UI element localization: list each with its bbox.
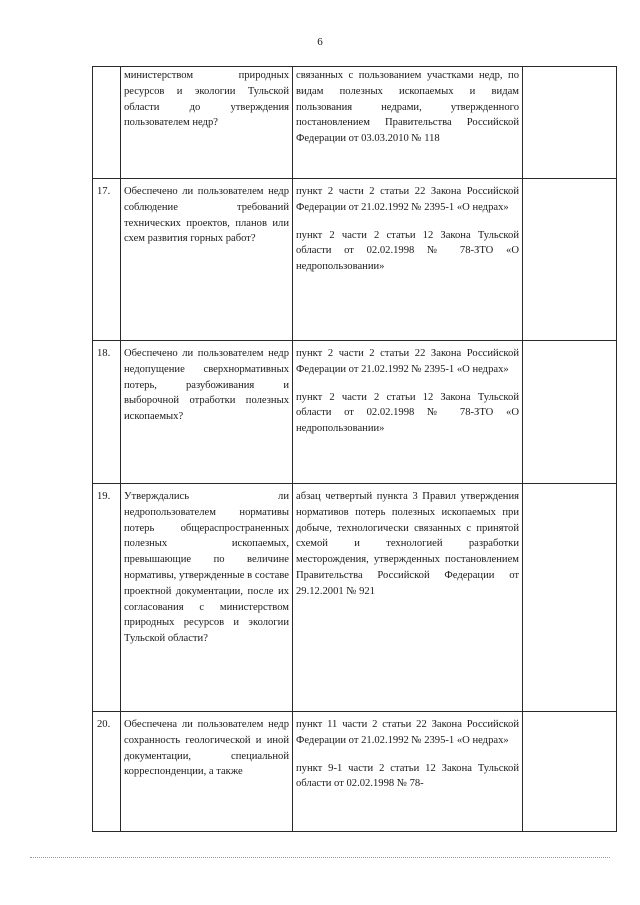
legal-basis-text: абзац четвертый пункта 3 Правил утверждения нормативов потерь полезных ископаемых при добыче, технологически связанных с принятой схемой и технологией разработки месторождения, утвержденных постановлением Правительства Российской Федерации от 29.12.2001 № 921 — [296, 491, 519, 597]
row-number: 17. — [93, 179, 121, 341]
question-text: министерством природных ресурсов и экологии Тульской области до утверждения пользователем недр? — [124, 70, 289, 129]
checklist-table — [92, 66, 617, 832]
legal-basis-cell — [293, 179, 523, 341]
row-number — [93, 67, 121, 179]
mark-cell — [523, 341, 617, 484]
question-text: Обеспечено ли пользователем недр недопущение сверхнормативных потерь, разубоживания и выборочной отработки полезных ископаемых? — [124, 348, 289, 423]
table-row — [93, 67, 617, 179]
mark-cell — [523, 712, 617, 832]
question-cell — [121, 484, 293, 712]
legal-basis-text: пункт 2 части 2 статьи 12 Закона Тульской области от 02.02.1998 № 78-ЗТО «О недропользовании» — [296, 229, 519, 273]
question-cell — [121, 67, 293, 179]
legal-basis-cell — [293, 712, 523, 832]
table-row — [93, 712, 617, 832]
legal-basis-text: пункт 2 части 2 статьи 22 Закона Российской Федерации от 21.02.1992 № 2395-1 «О недрах» — [296, 348, 519, 375]
scan-footer-marks — [30, 857, 610, 862]
legal-basis-text: пункт 2 части 2 статьи 22 Закона Российской Федерации от 21.02.1992 № 2395-1 «О недрах» — [296, 186, 519, 213]
mark-cell — [523, 484, 617, 712]
question-text: Обеспечено ли пользователем недр соблюдение требований технических проектов, планов или схем развития горных работ? — [124, 186, 289, 245]
legal-basis-cell — [293, 67, 523, 179]
table-row — [93, 484, 617, 712]
legal-basis-cell — [293, 341, 523, 484]
question-cell — [121, 712, 293, 832]
table-row — [93, 179, 617, 341]
legal-basis-text: связанных с пользованием участками недр, по видам полезных ископаемых и видам пользования недрами, утвержденного постановлением Правительства Российской Федерации от 03.03.2010 № 118 — [296, 70, 519, 145]
legal-basis-text: пункт 9-1 части 2 статьи 12 Закона Тульской области от 02.02.1998 № 78- — [296, 762, 519, 790]
question-text: Обеспечена ли пользователем недр сохранность геологической и иной документации, специальной корреспонденции, а также — [124, 719, 289, 778]
legal-basis-cell — [293, 484, 523, 712]
question-cell — [121, 179, 293, 341]
row-number: 20. — [93, 712, 121, 832]
question-cell — [121, 341, 293, 484]
mark-cell — [523, 179, 617, 341]
row-number: 18. — [93, 341, 121, 484]
page-number: 6 — [317, 36, 323, 48]
legal-basis-text: пункт 11 части 2 статьи 22 Закона Российской Федерации от 21.02.1992 № 2395-1 «О недрах» — [296, 719, 519, 746]
legal-basis-text: пункт 2 части 2 статьи 12 Закона Тульской области от 02.02.1998 № 78-ЗТО «О недропользовании» — [296, 391, 519, 435]
table-row — [93, 341, 617, 484]
row-number: 19. — [93, 484, 121, 712]
question-text: Утверждались ли недропользователем нормативы потерь общераспространенных полезных ископаемых, превышающие по величине нормативы, утвержденные в составе проектной документации, после их согласования с министерством природных ресурсов и экологии Тульской области? — [124, 491, 289, 645]
mark-cell — [523, 67, 617, 179]
